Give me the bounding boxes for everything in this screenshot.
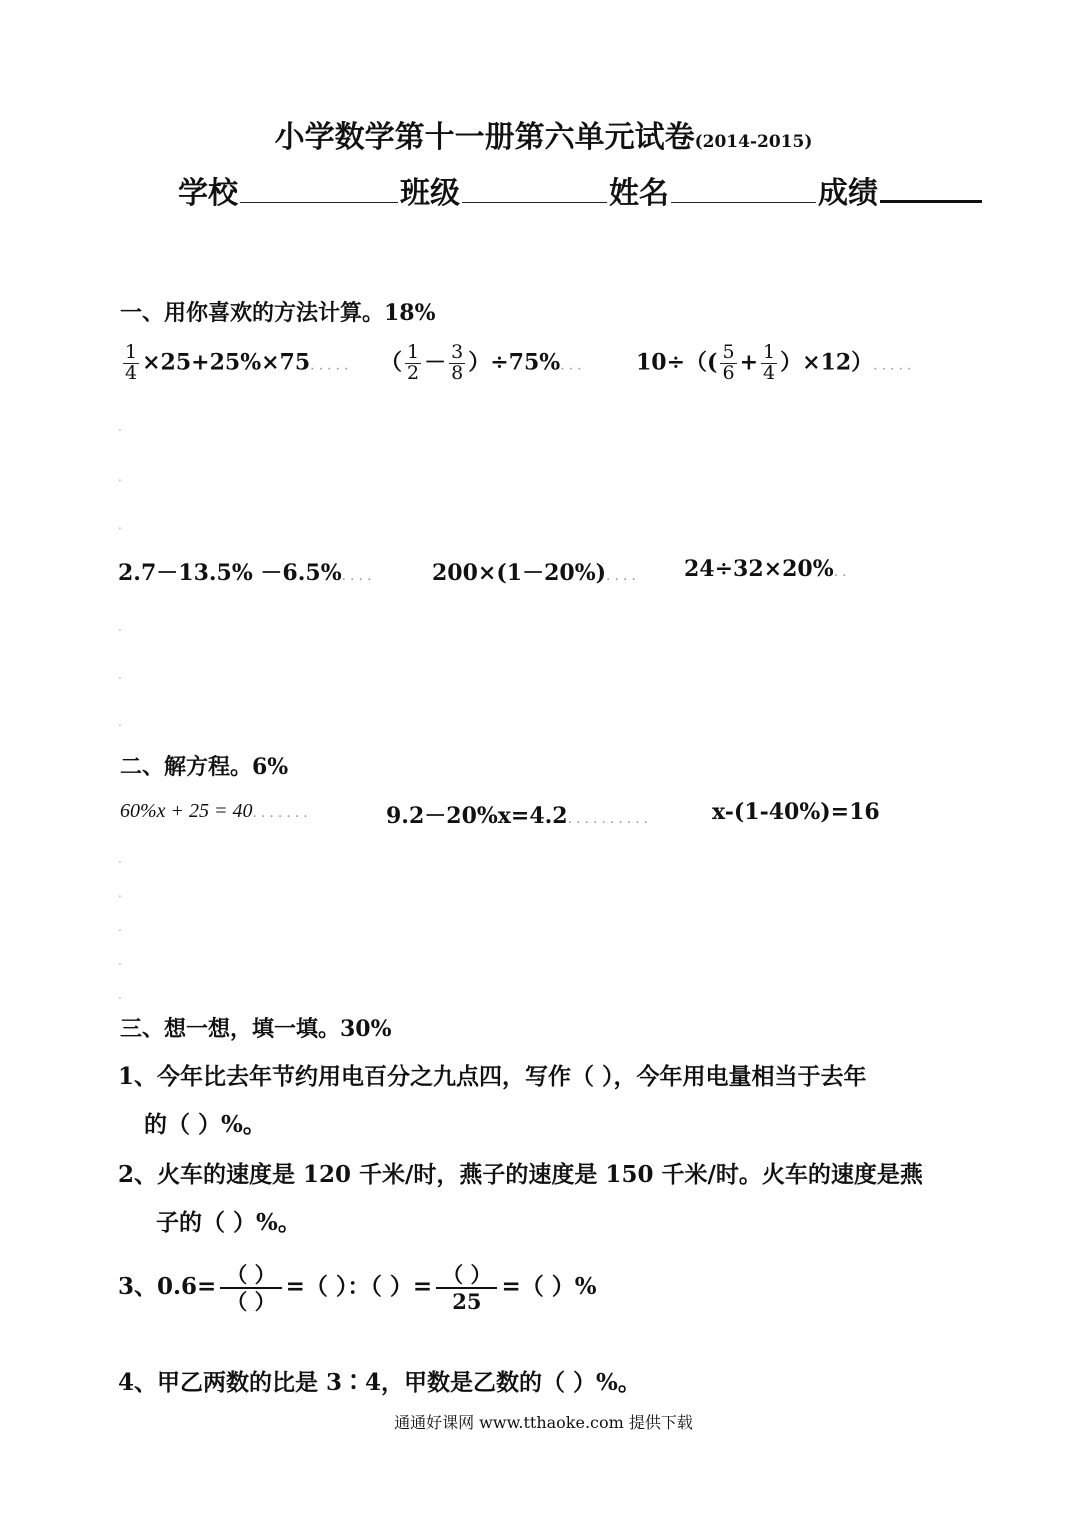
spacer-dot: .: [118, 518, 122, 532]
section2-eq1: 60%x + 25 = 40.......: [120, 800, 312, 822]
fraction: $\frac{1}{4}$: [125, 341, 138, 384]
section3-heading: 三、想一想，填一填。30%: [120, 1016, 392, 1042]
question-2-line1: 2、火车的速度是 120 千米/时，燕子的速度是 150 千米/时。火车的速度是燕: [118, 1161, 923, 1188]
field-label-name: 姓名: [609, 176, 669, 211]
title-text: 小学数学第十一册第六单元试卷: [274, 120, 695, 155]
question-1-line1: 1、今年比去年节约用电百分之九点四，写作（ ），今年用电量相当于去年: [118, 1063, 867, 1090]
fraction: $\frac{5}{6}$: [722, 341, 735, 384]
section2-eq3: x-(1-40%)=16: [712, 799, 880, 825]
section1-row2-expr1: 2.7－13.5% －6.5%....: [118, 560, 376, 586]
spacer-dot: .: [118, 886, 122, 900]
fraction: $\frac{1}{4}$: [763, 341, 776, 384]
fraction: $\frac{3}{8}$: [451, 341, 464, 384]
fraction: $\frac{1}{2}$: [407, 341, 420, 384]
section1-row1-expr3: 10÷（( $\frac{5}{6}$ + $\frac{1}{4}$ ）×12）.....: [636, 341, 916, 384]
spacer-dot: .: [118, 852, 122, 866]
section1-row1-expr2: （ $\frac{1}{2}$ － $\frac{3}{8}$ ）÷75%...: [380, 341, 586, 384]
field-label-school: 学校: [178, 176, 238, 211]
section2-eq2: 9.2－20%x=4.2..........: [386, 803, 653, 829]
section1-row2-expr2: 200×(1－20%)....: [432, 560, 640, 586]
fraction-blank[interactable]: $\frac{( )}{( )}$: [220, 1262, 281, 1314]
page-title: [0, 112, 1087, 156]
question-3: 3、0.6= $\frac{( )}{( )}$ =（ ）：（ ）= $\frac{( )}{25}$ =（ ）%: [118, 1262, 597, 1315]
footer-credit: 通通好课网 www.tthaoke.com 提供下载: [394, 1413, 693, 1432]
section1-row2-expr3: 24÷32×20%..: [684, 556, 851, 582]
score-blank[interactable]: [880, 172, 982, 203]
section1-heading: 一、用你喜欢的方法计算。18%: [120, 300, 436, 326]
fraction-blank[interactable]: $\frac{( )}{25}$: [436, 1262, 497, 1314]
spacer-dot: .: [118, 420, 122, 434]
name-blank[interactable]: [671, 174, 816, 203]
spacer-dot: .: [118, 668, 122, 682]
spacer-dot: .: [118, 954, 122, 968]
question-2-line2: 子的（ ）%。: [156, 1209, 301, 1236]
question-4: 4、甲乙两数的比是 3∶4，甲数是乙数的（ ）%。: [118, 1369, 641, 1396]
class-blank[interactable]: [462, 174, 607, 203]
field-label-class: 班级: [400, 176, 460, 211]
spacer-dot: .: [118, 620, 122, 634]
title-year: (2014-2015): [694, 132, 813, 152]
section1-row1-expr1: $\frac{1}{4}$ ×25+25%×75.....: [125, 341, 353, 384]
spacer-dot: .: [118, 920, 122, 934]
spacer-dot: .: [118, 470, 122, 484]
spacer-dot: .: [118, 988, 122, 1002]
spacer-dot: .: [118, 715, 122, 729]
field-label-score: 成绩: [818, 176, 878, 211]
student-info-row: [178, 168, 984, 212]
school-blank[interactable]: [240, 174, 398, 203]
question-1-line2: 的（ ）%。: [144, 1111, 266, 1138]
section2-heading: 二、解方程。6%: [120, 754, 289, 780]
